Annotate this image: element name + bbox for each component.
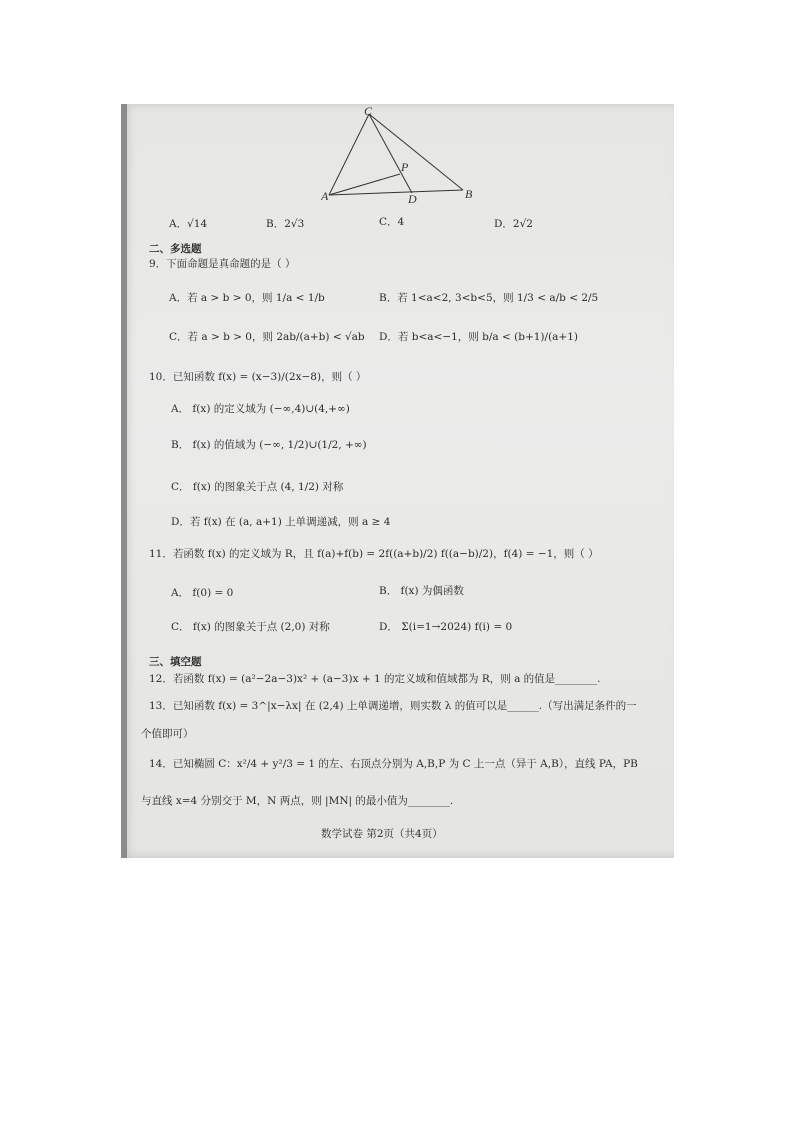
q9-stem: 9．下面命题是真命题的是（ ） xyxy=(149,258,296,270)
q11-option-c: C． f(x) 的图象关于点 (2,0) 对称 xyxy=(171,621,330,633)
q8-option-c: C．4 xyxy=(379,216,405,228)
q14-line1: 14．已知椭圆 C：x²/4 + y²/3 = 1 的左、右顶点分别为 A,B,P 为 C 上一点（异于 A,B），直线 PA，PB xyxy=(149,758,638,770)
q13-line1: 13．已知函数 f(x) = 3^|x−λx| 在 (2,4) 上单调递增，则实数 λ 的值可以是______.（写出满足条件的一 xyxy=(149,700,637,712)
q9-option-d: D．若 b<a<−1，则 b/a < (b+1)/(a+1) xyxy=(379,331,579,343)
edge-ab xyxy=(329,190,463,195)
q11-option-b: B． f(x) 为偶函数 xyxy=(379,585,464,597)
q11-stem: 11．若函数 f(x) 的定义域为 R，且 f(a)+f(b) = 2f((a+b)/2) f((a−b)/2)，f(4) = −1，则（ ） xyxy=(149,548,599,560)
q11-option-d: D． Σ(i=1→2024) f(i) = 0 xyxy=(379,621,513,633)
q9-option-c: C．若 a > b > 0，则 2ab/(a+b) < √ab xyxy=(169,331,365,343)
q9-option-b: B．若 1<a<2, 3<b<5，则 1/3 < a/b < 2/5 xyxy=(379,292,599,304)
q10-option-b: B． f(x) 的值域为 (−∞, 1/2)∪(1/2, +∞) xyxy=(171,439,367,451)
q10-stem: 10．已知函数 f(x) = (x−3)/(2x−8)，则（ ） xyxy=(149,371,367,383)
q10-option-d: D．若 f(x) 在 (a, a+1) 上单调递减，则 a ≥ 4 xyxy=(171,516,391,528)
q13-line2: 个值即可） xyxy=(141,728,194,740)
q10-option-a: A． f(x) 的定义域为 (−∞,4)∪(4,+∞) xyxy=(171,403,350,415)
section-multi-choice-heading: 二、多选题 xyxy=(149,243,202,255)
q11-option-a: A． f(0) = 0 xyxy=(171,587,234,599)
label-c: C xyxy=(364,104,373,118)
page-shadow-edge xyxy=(121,104,127,858)
segment-ap xyxy=(329,174,400,195)
q9-option-a: A．若 a > b > 0，则 1/a < 1/b xyxy=(169,292,325,304)
q8-option-b: B．2√3 xyxy=(266,218,305,230)
label-a: A xyxy=(321,189,329,203)
edge-ca xyxy=(329,114,369,195)
triangle-figure xyxy=(321,104,481,204)
q12-text: 12．若函数 f(x) = (a²−2a−3)x² + (a−3)x + 1 的定义域和值域都为 R，则 a 的值是________. xyxy=(149,673,601,685)
section-fill-blank-heading: 三、填空题 xyxy=(149,656,202,668)
exam-page-photo xyxy=(121,104,674,858)
q14-line2: 与直线 x=4 分别交于 M，N 两点，则 |MN| 的最小值为________. xyxy=(141,795,454,807)
q10-option-c: C． f(x) 的图象关于点 (4, 1/2) 对称 xyxy=(171,481,344,493)
q8-option-d: D．2√2 xyxy=(494,218,533,230)
label-d: D xyxy=(408,192,417,204)
q8-option-a: A．√14 xyxy=(169,218,208,230)
label-b: B xyxy=(465,187,473,201)
label-p: P xyxy=(401,160,409,174)
page-footer: 数学试卷 第2页（共4页） xyxy=(321,828,443,840)
